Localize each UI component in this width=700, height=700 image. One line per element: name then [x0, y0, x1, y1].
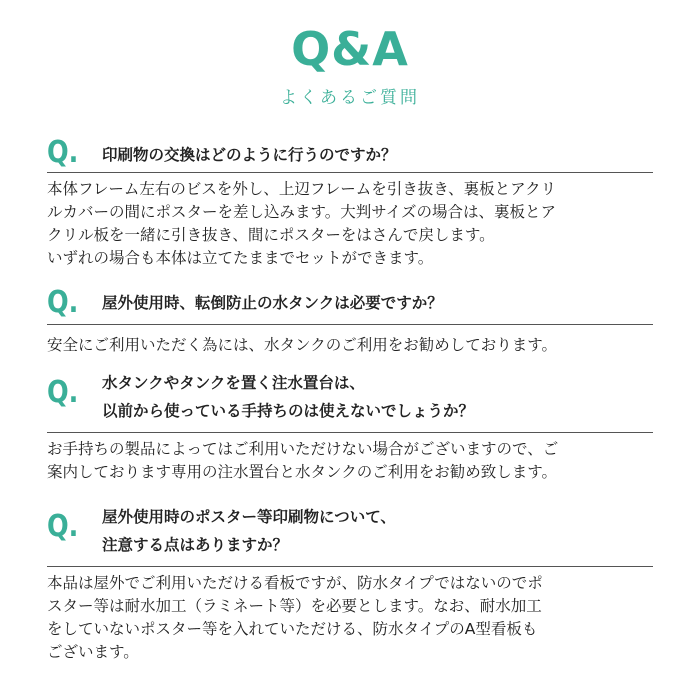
answer-text — [47, 178, 657, 270]
answer-line: ございます。 — [47, 643, 139, 661]
question-line: 屋外使用時のポスター等印刷物について、 — [102, 508, 396, 526]
divider — [47, 432, 653, 433]
answer-line: いずれの場合も本体は立てたままでセットができます。 — [47, 249, 434, 267]
page-title: Q&A — [291, 22, 409, 76]
divider — [47, 566, 653, 567]
q-mark-icon: Q. — [47, 375, 79, 410]
answer-line: 本体フレーム左右のビスを外し、上辺フレームを引き抜き、裏板とアクリ — [47, 180, 557, 198]
page-subtitle: よくあるご質問 — [280, 88, 420, 108]
answer-line: 安全にご利用いただく為には、水タンクのご利用をお勧めしております。 — [47, 336, 557, 354]
q-mark-icon: Q. — [47, 285, 79, 320]
answer-line: お手持ちの製品によってはご利用いただけない場合がございますので、ご — [47, 440, 559, 458]
answer-line: 案内しております専用の注水置台と水タンクのご利用をお勧め致します。 — [47, 463, 557, 481]
answer-text — [47, 334, 657, 357]
answer-line: ルカバーの間にポスターを差し込みます。大判サイズの場合は、裏板とア — [47, 203, 557, 221]
question-line: 水タンクやタンクを置く注水置台は、 — [102, 374, 365, 392]
question-line: 注意する点はありますか？ — [102, 536, 289, 554]
question-line: 屋外使用時、転倒防止の水タンクは必要ですか？ — [102, 294, 443, 312]
answer-line: スター等は耐水加工（ラミネート等）を必要とします。なお、耐水加工 — [47, 597, 542, 615]
answer-text — [47, 572, 657, 664]
divider — [47, 172, 653, 173]
q-mark-icon: Q. — [47, 135, 79, 170]
answer-line: をしていないポスター等を入れていただける、防水タイプのA型看板も — [47, 620, 538, 638]
answer-text — [47, 438, 657, 484]
divider — [47, 324, 653, 325]
q-mark-icon: Q. — [47, 509, 79, 544]
question-line: 印刷物の交換はどのように行うのですか？ — [102, 146, 397, 164]
answer-line: クリル板を一緒に引き抜き、間にポスターをはさんで戻します。 — [47, 226, 495, 244]
question-line: 以前から使っている手持ちのは使えないでしょうか？ — [102, 402, 475, 420]
answer-line: 本品は屋外でご利用いただける看板ですが、防水タイプではないのでポ — [47, 574, 543, 592]
